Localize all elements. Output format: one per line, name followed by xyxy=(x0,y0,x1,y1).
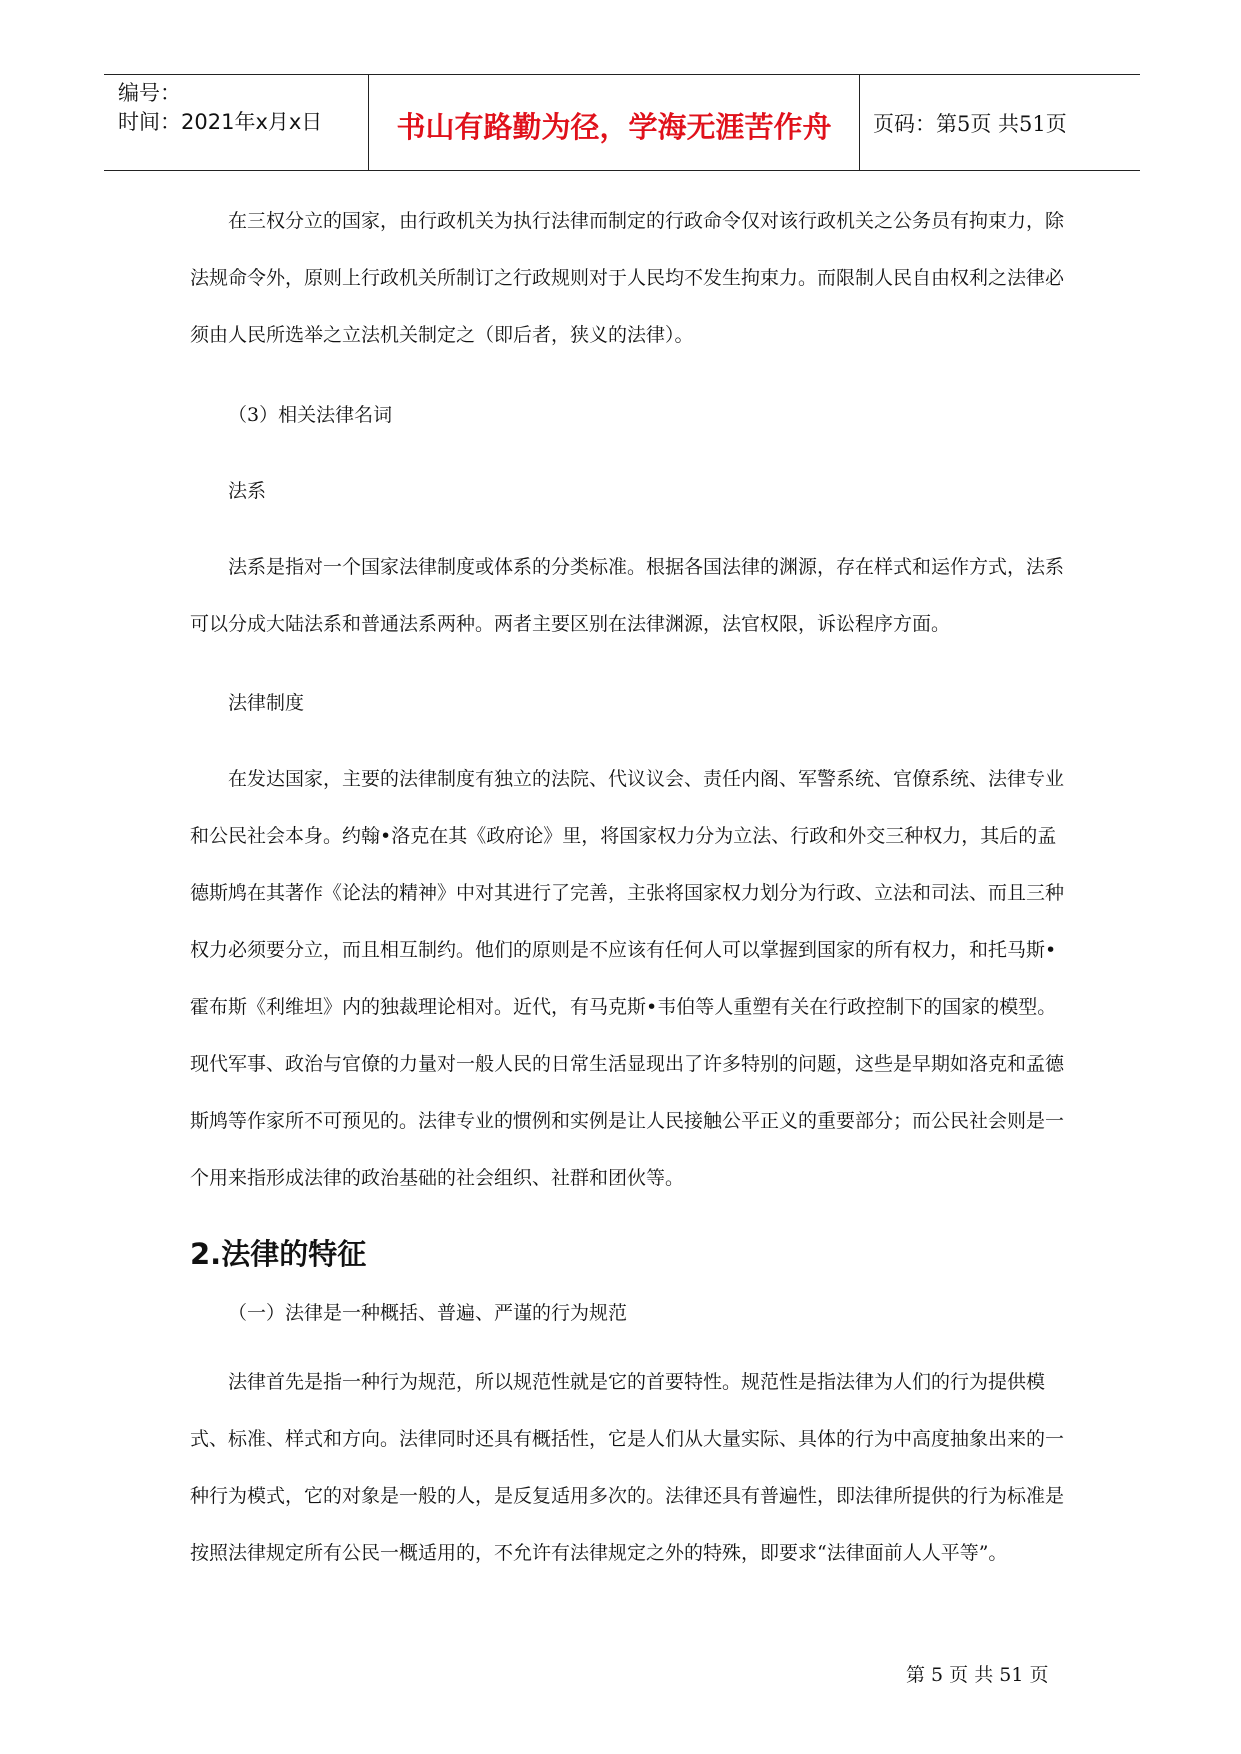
header-motto: 书山有路勤为径，学海无涯苦作舟 xyxy=(396,110,832,144)
paragraph-legal-institutions: 在发达国家，主要的法律制度有独立的法院、代议议会、责任内阁、军警系统、官僚系统、法律专业和公民社会本身。约翰•洛克在其《政府论》里，将国家权力分为立法、行政和外交三种权力，其后的孟德斯鸠在其著作《论法的精神》中对其进行了完善，主张将国家权力划分为行政、立法和司法、而且三种权力必须要分立，而且相互制约。他们的原则是不应该有任何人可以掌握到国家的所有权力，和托马斯•霍布斯《利维坦》内的独裁理论相对。近代，有马克斯•韦伯等人重塑有关在行政控制下的国家的模型。现代军事、政治与官僚的力量对一般人民的日常生活显现出了许多特别的问题，这些是早期如洛克和孟德斯鸠等作家所不可预见的。法律专业的惯例和实例是让人民接触公平正义的重要部分；而公民社会则是一个用来指形成法律的政治基础的社会组织、社群和团伙等。 xyxy=(190,768,1065,1189)
number-label: 编号： xyxy=(118,81,181,105)
term-legal-institutions: 法律制度 xyxy=(228,692,305,714)
header-middle-cell xyxy=(368,75,860,170)
page-footer: 第 5 页 共 51 页 xyxy=(906,1664,1049,1686)
header-left-cell xyxy=(104,75,368,170)
paragraph-separation-of-powers: 在三权分立的国家，由行政机关为执行法律而制定的行政命令仅对该行政机关之公务员有拘束力，除法规命令外，原则上行政机关所制订之行政规则对于人民均不发生拘束力。而限制人民自由权利之法律必须由人民所选举之立法机关制定之（即后者，狭义的法律）。 xyxy=(190,210,1065,346)
section-heading-law-characteristics: 2.法律的特征 xyxy=(190,1237,367,1271)
header-page-info: 页码：第5页 共51页 xyxy=(873,112,1067,136)
paragraph-normativity: 法律首先是指一种行为规范，所以规范性就是它的首要特性。规范性是指法律为人们的行为提供模式、标准、样式和方向。法律同时还具有概括性，它是人们从大量实际、具体的行为中高度抽象出来的一种行为模式，它的对象是一般的人，是反复适用多次的。法律还具有普遍性，即法律所提供的行为标准是按照法律规定所有公民一概适用的，不允许有法律规定之外的特殊，即要求“法律面前人人平等”。 xyxy=(190,1371,1065,1564)
subsection-heading-norms: （一）法律是一种概括、普遍、严谨的行为规范 xyxy=(228,1302,628,1324)
term-legal-system: 法系 xyxy=(228,480,267,502)
subheading-legal-terms: （3）相关法律名词 xyxy=(228,404,393,426)
time-label: 时间：2021年x月x日 xyxy=(118,110,323,134)
document-header xyxy=(104,74,1140,171)
paragraph-legal-system: 法系是指对一个国家法律制度或体系的分类标准。根据各国法律的渊源，存在样式和运作方式，法系可以分成大陆法系和普通法系两种。两者主要区别在法律渊源，法官权限，诉讼程序方面。 xyxy=(190,556,1065,635)
header-right-cell xyxy=(859,75,1140,170)
